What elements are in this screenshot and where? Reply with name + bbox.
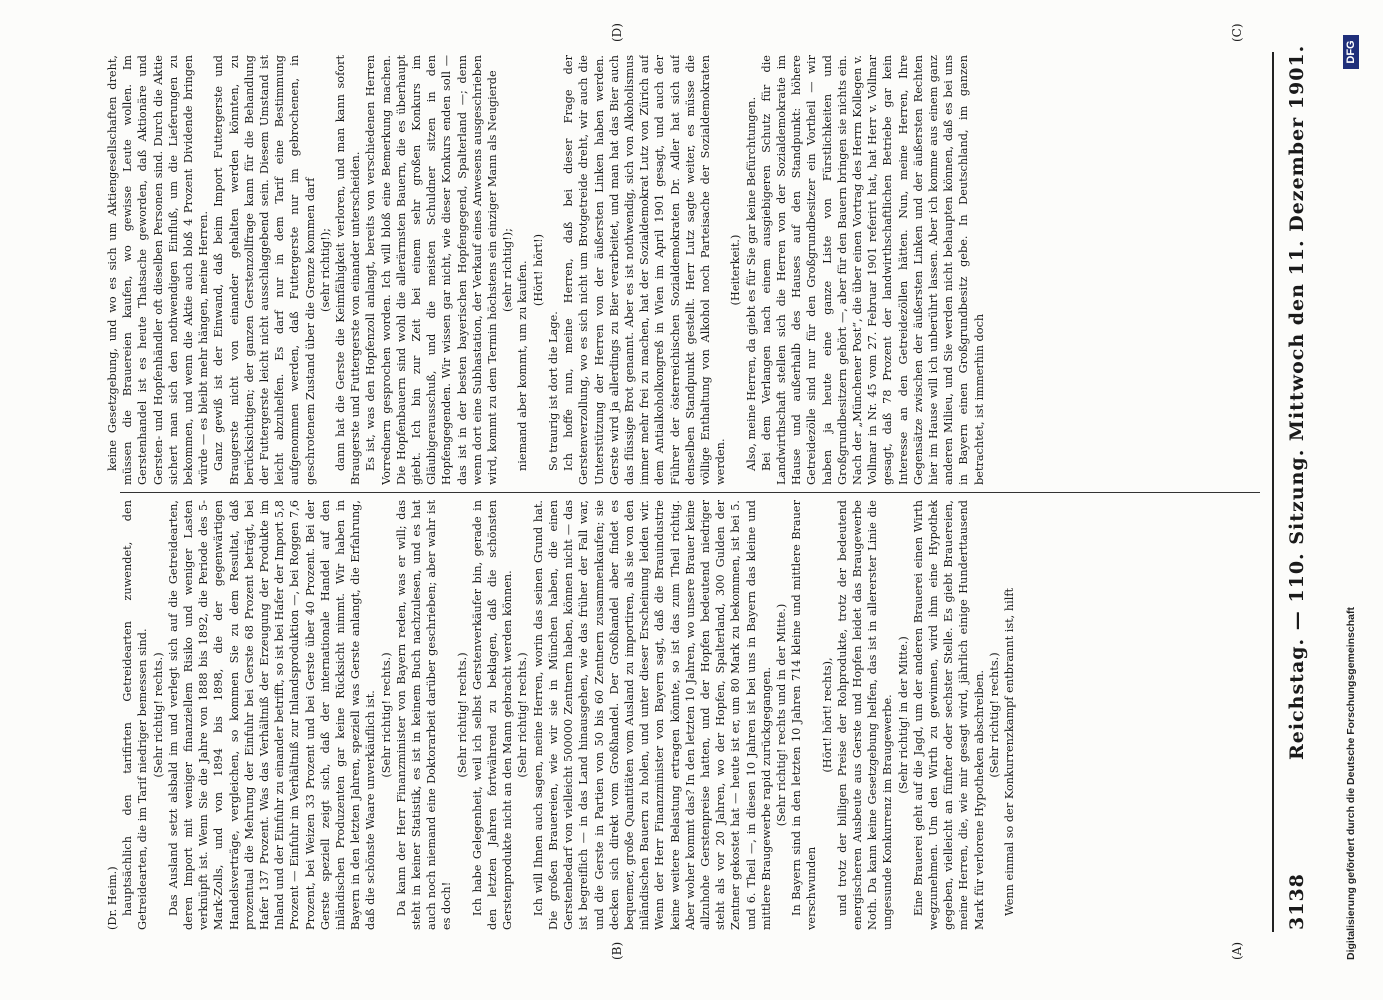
page-number: 3138 bbox=[1286, 873, 1308, 930]
speaker-note: (Dr. Heim.) bbox=[106, 866, 119, 930]
page-title: Reichstag. — 110. Sitzung. Mittwoch den 11. Dezember 1901. bbox=[1286, 44, 1308, 760]
header-rule bbox=[1272, 52, 1274, 932]
paragraph: Bei dem Verlangen nach einem ausgiebigeren Schutz für die Landwirthschaft stellen sich die Herren von der Sozialdemokratie im Hause und außerhalb des Hauses auf den Standpunkt: höhere Getreidezölle sind nur für den Großgrundbesitzer ein Vortheil — wir haben ja heute eine ganze Liste von Fürstlichkeiten und Großgrundbesitzern gehört —, aber für den Bauern bringen sie nichts ein. Nach der „Münchener Post“, die über einen Vortrag des Herrn Kollegen v. Vollmar in Nr. 45 vom 27. Februar 1901 referirt hat, hat Herr v. Vollmar gesagt, daß 78 Prozent der landwirthschaftlichen Betriebe gar kein Interesse an den Getreidezöllen hätten. Nun, meine Herren, Ihre Gegensätze zwischen der äußersten Linken und der äußersten Rechten hier im Hause will ich unberührt lassen. Aber ich komme aus einem ganz anderen Milieu, und Sie werden nicht behaupten können, daß es bei uns in Bayern einen Großgrundbesitz gebe. In Deutschland, im ganzen betrachtet, ist immerhin doch bbox=[759, 55, 986, 485]
interjection: (Heiterkeit.) bbox=[729, 234, 743, 306]
page-header bbox=[1278, 0, 1318, 1000]
paragraph: dann hat die Gerste die Keimfähigkeit verloren, und man kann sofort Braugerste und Futtergerste von einander unterscheiden. bbox=[334, 55, 363, 485]
interjection: (Hört! hört!) bbox=[531, 233, 545, 307]
interjection: (Sehr richtig! rechts.) bbox=[151, 652, 165, 778]
margin-letter-c: (C) bbox=[1230, 23, 1244, 42]
interjection: (sehr richtig!); bbox=[501, 228, 515, 312]
paragraph: und trotz der billigen Preise der Rohprodukte, trotz der bedeutend energischeren Ausbeute aus Gerste und Hopfen leidet das Braugewerbe Noth. Da kann keine Gesetzgebung helfen, das ist in allererster Linie die ungesunde Konkurrenz im Braugewerbe. bbox=[835, 500, 895, 930]
credit-text: Digitalisierung gefördert durch die Deutsche Forschungsgemeinschaft bbox=[1345, 607, 1357, 960]
text-column-left bbox=[105, 500, 1265, 930]
interjection: (Hört! hört! rechts), bbox=[820, 657, 834, 773]
margin-letter-b: (B) bbox=[610, 941, 624, 960]
paragraph: Ganz gewiß ist der Einwand, daß beim Import Futtergerste und Braugerste nicht von einander gehalten werden könnten, zu berücksichtigen; der ganzen Gerstenzollfrage kann für die Behandlung der Futtergerste leicht nicht ausschlaggebend sein. Diesem Umstand ist leicht abzuhelfen. Es darf nur in dem Tarif eine Bestimmung aufgenommen werden, daß Futtergerste nur im gebrochenen, in geschrotenem Zustand über die Grenze kommen darf bbox=[212, 55, 317, 485]
interjection: (sehr richtig!); bbox=[318, 228, 332, 312]
paragraph: So traurig ist dort die Lage. bbox=[546, 311, 560, 471]
paragraph: In Bayern sind in den letzten 10 Jahren 714 kleine und mittlere Brauer verschwunden bbox=[790, 500, 819, 930]
paragraph: Ich habe Gelegenheit, weil ich selbst Gerstenverkäufer bin, gerade in den letzten Jahren fortwährend zu beklagen, daß die schönsten Gerstenprodukte nicht an den Mann gebracht werden können. bbox=[470, 500, 515, 930]
text-column-right bbox=[105, 55, 1265, 485]
paragraph: Wenn einmal so der Konkurrenzkampf entbrannt ist, hilft bbox=[1002, 587, 1016, 916]
interjection: (Sehr richtig! rechts.) bbox=[379, 652, 393, 778]
margin-letter-a: (A) bbox=[1230, 941, 1244, 960]
interjection: (Sehr richtig! in der Mitte.) bbox=[896, 636, 910, 794]
interjection: (Sehr richtig! rechts.) bbox=[987, 652, 1001, 778]
column-divider bbox=[120, 492, 1260, 493]
paragraph: Eine Brauerei geht auf die Jagd, um der anderen Brauerei einen Wirth wegzunehmen. Um den Wirth zu gewinnen, wird ihm eine Hypothek gegeben, vielleicht an fünfter oder sechster Stelle. Es giebt Brauereien, meine Herren, die, wie mir gesagt wird, jährlich einige Hunderttausend Mark für verlorene Hypotheken abschreiben. bbox=[911, 500, 986, 930]
paragraph: niemand aber kommt, um zu kaufen. bbox=[516, 260, 530, 471]
paragraph: Es ist, was den Hopfenzoll anlangt, bereits von verschiedenen Herren Vorrednern gesprochen worden. Ich will bloß eine Bemerkung machen. Die Hopfenbauern sind wohl die allerärmsten Bauern, die es überhaupt giebt. Ich bin zur Zeit bei einem sehr großen Konkurs im Gläubigerausschuß, und die meisten Schuldner sitzen in den Hopfengegenden. Wir wissen gar nicht, wie dieser Konkurs enden soll — das ist in der besten bayerischen Hopfengegend, Spalterland —; denn wenn dort eine Subhastation, der Verkauf eines Anwesens ausgeschrieben wird, kommt zu dem Termin höchstens ein einziger Mann als Neugierde bbox=[364, 55, 500, 485]
paragraph: Also, meine Herren, da giebt es für Sie gar keine Befürchtungen. bbox=[744, 96, 758, 471]
paragraph: hauptsächlich den tarifirten Getreidearten zuwendet, den Getreidearten, die im Tarif niedriger bemessen sind. bbox=[121, 500, 150, 930]
paragraph: Ich hoffe nun, meine Herren, daß bei dieser Frage der Gerstenverzollung, wo es sich nicht um Brotgetreide dreht, wir auch die Unterstützung der Herren von der äußersten Linken haben werden. Gerste wird ja allerdings zu Bier verarbeitet, und man hat das Bier auch das flüssige Brot genannt. Aber es ist nothwendig, sich von Alkoholismus immer mehr frei zu machen, hat der Sozialdemokrat Lutz von Zürich auf dem Antialkoholkongreß in Wien im April 1901 gesagt, und auch der Führer der österreichischen Sozialdemokraten Dr. Adler hat sich auf denselben Standpunkt gestellt. Herr Lutz sagte weiter, es müsse die völlige Enthaltung von Alkohol noch Parteisache der Sozialdemokraten werden. bbox=[562, 55, 728, 485]
interjection: (Sehr richtig! rechts.) bbox=[516, 652, 530, 778]
dfg-logo: DFG bbox=[1343, 35, 1359, 69]
interjection: (Sehr richtig! rechts.) bbox=[455, 652, 469, 778]
paragraph: Da kann der Herr Finanzminister von Bayern reden, was er will; das steht in keiner Statistik, es ist in keinem Buch nachzulesen, und es hat auch noch niemand eine Doktorarbeit darüber geschrieben; aber wahr ist es doch! bbox=[394, 500, 454, 930]
paragraph: Ich will Ihnen auch sagen, meine Herren, worin das seinen Grund hat. Die großen Brauereien, wie wir sie in München haben, die einen Gerstenbedarf von vielleicht 500000 Zentnern haben, können nicht — das ist begreiflich — in das Land hinausgehen, wie das früher der Fall war, und die Gerste in Partien von 50 bis 60 Zentnern zusammenkaufen; sie decken sich direkt vom Großhandel. Der Großhandel aber findet es bequemer, große Quantitäten vom Ausland zu importiren, als sie von den inländischen Bauern zu holen, und unter dieser Erscheinung leiden wir. Wenn der Herr Finanzminister von Bayern sagt, daß die Brauindustrie keine weitere Belastung ertragen könnte, so ist das zum Theil richtig. Aber woher kommt das? In den letzten 10 Jahren, wo unsere Brauer keine allzuhohe Gerstenpreise hatten, und der Hopfen bedeutend niedriger steht als vor 20 Jahren, wo der Hopfen, Spalterland, 300 Gulden der Zentner gekostet hat — heute ist er, um 80 Mark zu bekommen, ist bei 5. und 6. Theil —, in diesen 10 Jahren ist bei uns in Bayern das kleine und mittlere Braugewerbe rapid zurückgegangen. bbox=[531, 500, 773, 930]
digitization-credit bbox=[1343, 25, 1363, 975]
margin-letter-d: (D) bbox=[610, 23, 624, 42]
paragraph: Das Ausland setzt alsbald im und verlegt sich auf die Getreidearten, deren Import mit weniger finanziellem Risiko und weniger Lasten verknüpft ist. Wenn Sie die Jahre von 1888 bis 1892, die Periode des 5-Mark-Zolls, und von 1894 bis 1898, die der gegenwärtigen Handelsverträge, vergleichen, so kommen Sie zu dem Resultat, daß prozentual die Mehrung der Einfuhr bei Gerste 68 Prozent beträgt, bei Hafer 137 Prozent. Was das Verhältniß der Erzeugung der Produkte im Inland und der Einfuhr zu einander betrifft, so ist bei Hafer der Import 5,8 Prozent — Einfuhr im Verhältniß zur Inlandsproduktion —, bei Roggen 7,6 Prozent, bei Weizen 33 Prozent und bei Gerste über 40 Prozent. Bei der Gerste speziell zeigt sich, daß der internationale Handel auf den inländischen Produzenten gar keine Rücksicht nimmt. Wir haben in Bayern in den letzten Jahren, speziell was Gerste anlangt, die Erfahrung, daß die schönste Waare unverkäuflich ist. bbox=[166, 500, 378, 930]
paragraph: keine Gesetzgebung, und wo es sich um Aktiengesellschaften dreht, müssen die Brauereien kaufen, wo gewisse Leute wollen. Im Gerstenhandel ist es heute Thatsache geworden, daß Aktionäre und Gersten- und Hopfenhändler oft dieselben Personen sind. Durch die Aktie sichert man sich den nothwendigen Einfluß, um die Lieferungen zu bekommen, und wenn die Aktie auch bloß 4 Prozent Dividende bringen würde — es bleibt mehr hängen, meine Herren. bbox=[106, 55, 211, 485]
interjection: (Sehr richtig! rechts und in der Mitte.) bbox=[774, 603, 788, 827]
